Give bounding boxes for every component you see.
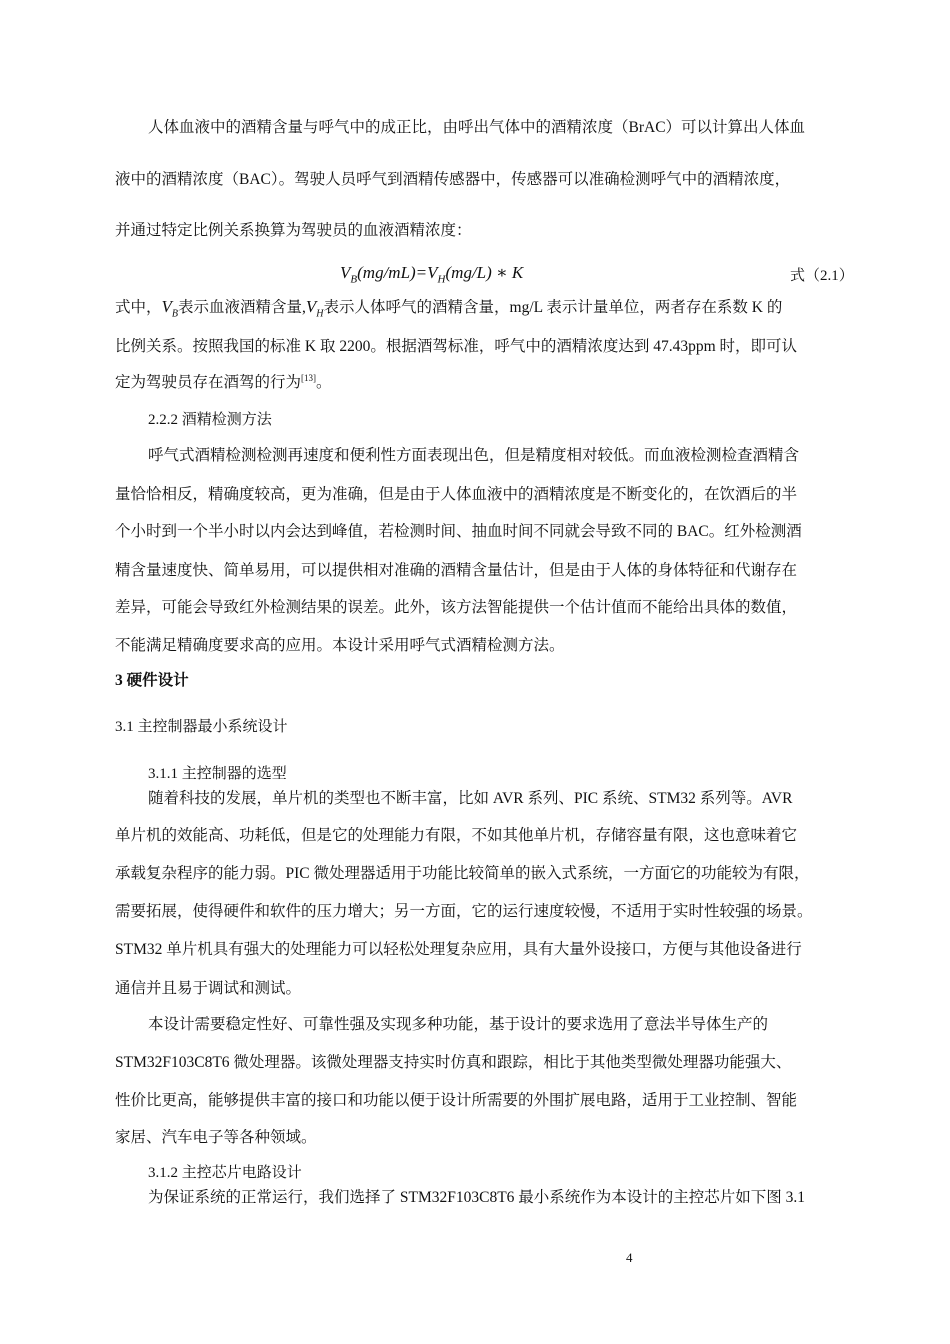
- formula-rhs-sub: H: [437, 273, 446, 286]
- para3-line-4: 精含量速度快、简单易用，可以提供相对准确的酒精含量估计，但是由于人体的身体特征和代谢存在: [115, 562, 798, 579]
- para2-line-2: 比例关系。按照我国的标准 K 取 2200。根据酒驾标准，呼气中的酒精浓度达到 47.43ppm 时，即可认: [115, 338, 798, 355]
- vb-sub: B: [171, 308, 179, 320]
- para3-line-3: 个小时到一个半小时以内会达到峰值，若检测时间、抽血时间不同就会导致不同的 BAC。红外检测酒: [115, 523, 802, 540]
- citation-ref: [13]: [301, 372, 317, 383]
- para4-line-4: 需要拓展，使得硬件和软件的压力增大；另一方面，它的运行速度较慢，不适用于实时性较强的场景。: [115, 903, 813, 920]
- vh-sub: H: [316, 308, 324, 320]
- para4-line-1: 随着科技的发展，单片机的类型也不断丰富，比如 AVR 系列、PIC 系统、STM32 系列等。AVR: [148, 790, 793, 807]
- formula-lhs-sub: B: [350, 273, 358, 286]
- para2-line-3-text: 定为驾驶员存在酒驾的行为: [115, 374, 302, 391]
- para5-line-4: 家居、汽车电子等各种领域。: [115, 1129, 317, 1146]
- vh-symbol: [305, 297, 324, 320]
- formula-lhs-var: V: [340, 263, 351, 282]
- para4-line-5: STM32 单片机具有强大的处理能力可以轻松处理复杂应用，具有大量外设接口，方便与其他设备进行: [115, 941, 802, 958]
- formula-2-1: [340, 262, 523, 290]
- para4-line-2: 单片机的效能高、功耗低，但是它的处理能力有限，不如其他单片机，存储容量有限，这也意味着它: [115, 827, 798, 844]
- para3-line-2: 量恰恰相反，精确度较高，更为准确，但是由于人体血液中的酒精浓度是不断变化的，在饮酒后的半: [115, 486, 798, 503]
- equation-number: 式（2.1）: [790, 268, 854, 284]
- heading-3-1-1: 3.1.1 主控制器的选型: [148, 766, 287, 782]
- para5-line-2: STM32F103C8T6 微处理器。该微处理器支持实时仿真和跟踪，相比于其他类型微处理器功能强大、: [115, 1054, 792, 1071]
- vb-var: V: [161, 297, 172, 316]
- formula-rhs-var: V: [427, 263, 438, 282]
- para2-line-3-end: 。: [316, 374, 332, 391]
- formula-lhs-unit: (mg/mL)=: [357, 263, 428, 282]
- para2-text-b: 表示血液酒精含量,: [178, 299, 306, 316]
- para1-line-3: 并通过特定比例关系换算为驾驶员的血液酒精浓度：: [115, 222, 472, 239]
- heading-3-1-2: 3.1.2 主控芯片电路设计: [148, 1165, 302, 1181]
- para3-line-1: 呼气式酒精检测检测再速度和便利性方面表现出色，但是精度相对较低。而血液检测检查酒精含: [148, 447, 800, 464]
- para2-text-a: 式中，: [115, 299, 162, 316]
- para6-line-1: 为保证系统的正常运行，我们选择了 STM32F103C8T6 最小系统作为本设计的主控芯片如下图 3.1: [148, 1189, 806, 1206]
- vh-var: V: [305, 297, 317, 316]
- para2-line-1: [115, 297, 782, 324]
- para5-line-3: 性价比更高，能够提供丰富的接口和功能以便于设计所需要的外围扩展电路，适用于工业控制、智能: [115, 1092, 798, 1109]
- para1-line-2: 液中的酒精浓度（BAC）。驾驶人员呼气到酒精传感器中，传感器可以准确检测呼气中的酒精浓度，: [115, 171, 791, 188]
- heading-3-1: 3.1 主控制器最小系统设计: [115, 719, 288, 735]
- para4-line-3: 承载复杂程序的能力弱。PIC 微处理器适用于功能比较简单的嵌入式系统，一方面它的功能较为有限，: [115, 865, 810, 882]
- para1-line-1: 人体血液中的酒精含量与呼气中的成正比，由呼出气体中的酒精浓度（BrAC）可以计算出人体血: [148, 119, 806, 136]
- para5-line-1: 本设计需要稳定性好、可靠性强及实现多种功能，基于设计的要求选用了意法半导体生产的: [148, 1016, 769, 1033]
- page-number: 4: [626, 1250, 633, 1265]
- para2-line-3: [115, 373, 332, 393]
- para3-line-5: 差异，可能会导致红外检测结果的误差。此外，该方法智能提供一个估计值而不能给出具体的数值，: [115, 599, 798, 616]
- para4-line-6: 通信并且易于调试和测试。: [115, 980, 302, 997]
- heading-3: 3 硬件设计: [115, 672, 189, 689]
- vb-symbol: [161, 297, 179, 320]
- formula-rhs-unit: (mg/L) ∗ K: [445, 263, 524, 282]
- heading-2-2-2: 2.2.2 酒精检测方法: [148, 412, 272, 428]
- para2-text-c: 表示人体呼气的酒精含量，mg/L 表示计量单位，两者存在系数 K 的: [323, 299, 783, 316]
- para3-line-6: 不能满足精确度要求高的应用。本设计采用呼气式酒精检测方法。: [115, 637, 565, 654]
